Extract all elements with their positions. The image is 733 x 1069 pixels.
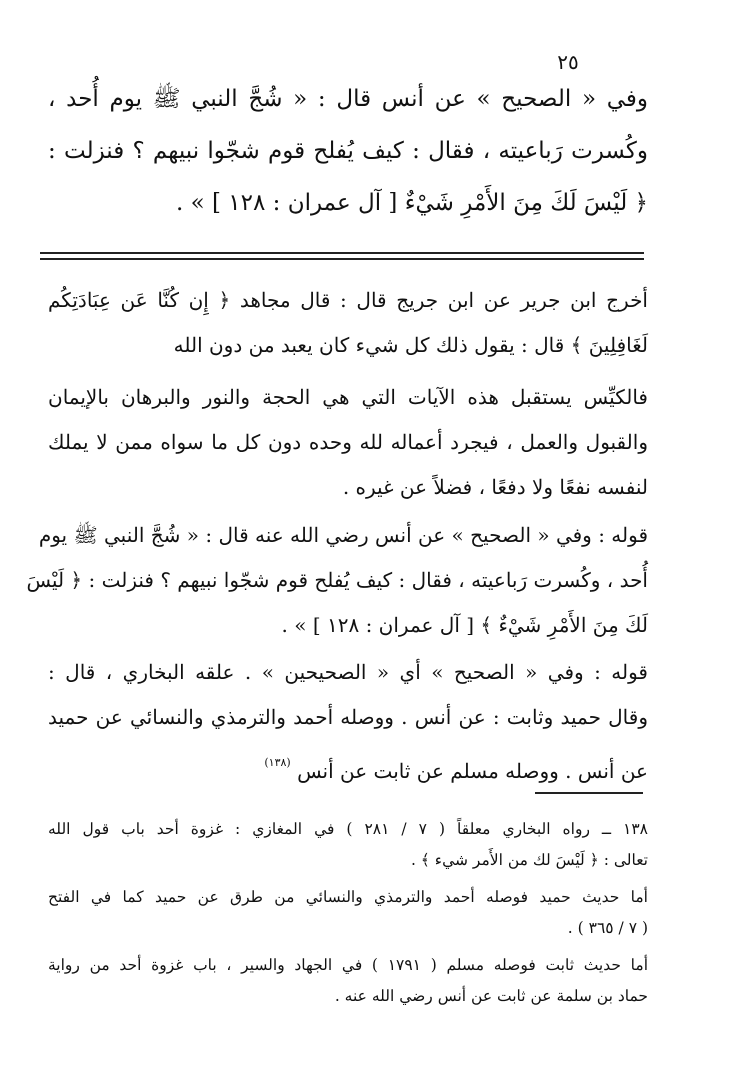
footnote-line: ١٣٨ ــ رواه البخاري معلقاً ( ٧ / ٢٨١ ) في المغازي : غزوة أحد باب قول الله [48, 820, 648, 838]
paragraph-line-text: عن أنس . ووصله مسلم عن ثابت عن أنس [297, 759, 648, 783]
footnote-line: ( ٧ / ٣٦٥ ) . [567, 919, 648, 937]
paragraph-line: وقال حميد وثابت : عن أنس . ووصله أحمد والترمذي والنسائي عن حميد [48, 705, 648, 729]
footnote-line: تعالى : ﴿ لَيْسَ لك من الأَمر شيء ﴾ . [410, 851, 648, 869]
commentary-paragraph [48, 278, 648, 368]
commentary-paragraph [26, 513, 648, 648]
footnote-rule [535, 792, 643, 794]
footnote [48, 814, 648, 876]
paragraph-line: لنفسه نفعًا ولا دفعًا ، فضلاً عن غيره . [342, 475, 648, 499]
matn-line: ﴿ لَيْسَ لَكَ مِنَ الأَمْرِ شَيْءٌ [ آل عمران : ١٢٨ ] » . [175, 190, 648, 216]
footnote-ref: (١٣٨) [264, 756, 291, 769]
paragraph-line: والقبول والعمل ، فيجرد أعماله لله وحده دون كل ما سواه ممن لا يملك [48, 430, 648, 454]
paragraph-line [48, 740, 648, 785]
paragraph-line: لَغَافِلِينَ ﴾ قال : يقول ذلك كل شيء كان يعبد من دون الله [173, 333, 648, 357]
commentary-paragraph [48, 650, 648, 785]
paragraph-line: قوله : وفي « الصحيح » عن أنس رضي الله عنه قال : « شُجَّ النبي ﷺ يوم [38, 523, 648, 547]
matn-line: وكُسرت رَباعيته ، فقال : كيف يُفلح قوم شجّوا نبيهم ؟ فنزلت : [48, 138, 648, 164]
paragraph-line: قوله : وفي « الصحيح » أي « الصحيحين » . علقه البخاري ، قال : [48, 660, 648, 684]
footnote [48, 950, 648, 1012]
footnote [48, 882, 648, 944]
footnote-line: أما حديث ثابت فوصله مسلم ( ١٧٩١ ) في الجهاد والسير ، باب غزوة أحد من رواية [48, 956, 648, 974]
paragraph-line: أخرج ابن جرير عن ابن جريج قال : قال مجاهد ﴿ إِن كُنَّا عَن عِبَادَتِكُم [48, 288, 648, 312]
paragraph-line: فالكيِّس يستقبل هذه الآيات التي هي الحجة والنور والبرهان بالإيمان [48, 385, 648, 409]
commentary-paragraph [48, 375, 648, 510]
paragraph-line: لَكَ مِنَ الأَمْرِ شَيْءٌ ﴾ [ آل عمران : ١٢٨ ] » . [281, 613, 648, 637]
paragraph-line: أُحد ، وكُسرت رَباعيته ، فقال : كيف يُفلح قوم شجّوا نبيهم ؟ فنزلت : ﴿ لَيْسَ [26, 568, 648, 592]
matn-line: وفي « الصحيح » عن أنس قال : « شُجَّ النبي ﷺ يوم أُحد ، [48, 86, 648, 112]
footnote-line: حماد بن سلمة عن ثابت عن أنس رضي الله عنه . [334, 987, 648, 1005]
page-number: ٢٥ [557, 50, 579, 74]
footnote-line: أما حديث حميد فوصله أحمد والترمذي والنسائي من طرق عن حميد كما في الفتح [48, 888, 648, 906]
matn-text [48, 73, 648, 229]
double-divider [40, 252, 644, 260]
